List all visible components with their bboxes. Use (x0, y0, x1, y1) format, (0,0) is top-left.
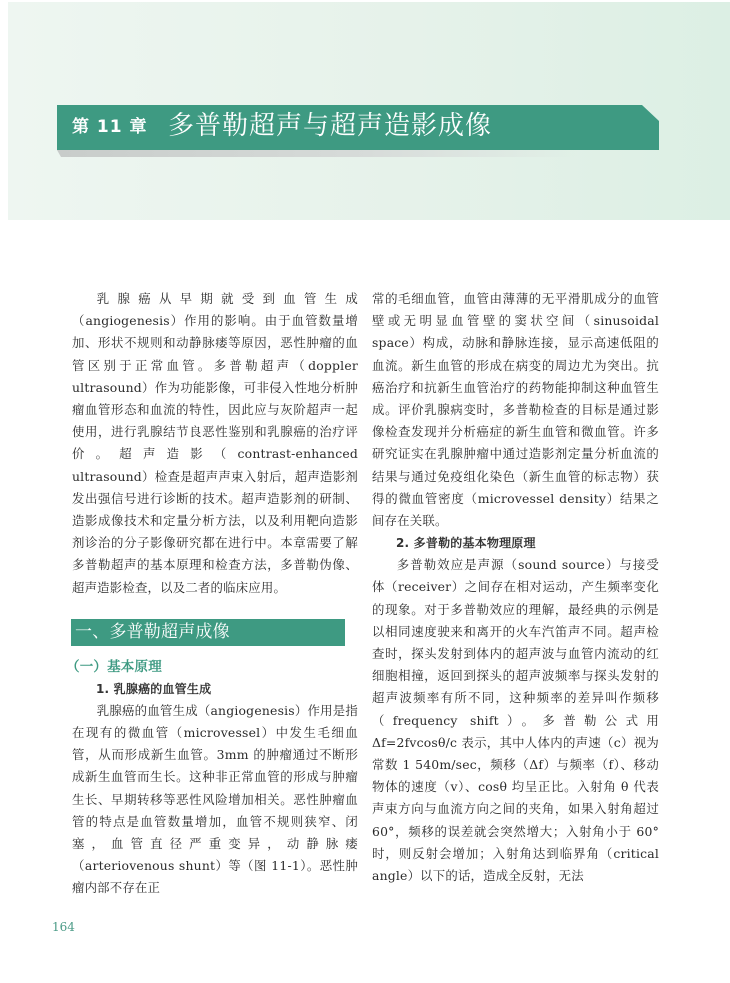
continued-paragraph: 常的毛细血管，血管由薄薄的无平滑肌成分的血管壁或无明显血管壁的窦状空间（sinusoidal space）构成，动脉和静脉连接，显示高速低阻的血流。新生血管的形成在病变的周边尤为突出。抗癌治疗和抗新生血管治疗的药物能抑制这种血管生成。评价乳腺病变时，多普勒检查的目标是通过影像检查发现并分析癌症的新生血管和微血管。许多研究证实在乳腺肿瘤中通过造影剂定量分析血流的结果与通过免疫组化染色（新生血管的标志物）获得的微血管密度（microvessel density）结果之间存在关联。 (372, 291, 659, 529)
intro-paragraph: 乳腺癌从早期就受到血管生成（angiogenesis）作用的影响。由于血管数量增加、形状不规则和动静脉瘘等原因，恶性肿瘤的血管区别于正常血管。多普勒超声（doppler ultrasound）作为功能影像，可非侵入性地分析肿瘤血管形态和血流的特性，因此应与灰阶超声一起使用，进行乳腺结节良恶性鉴别和乳腺癌的治疗评价。超声造影（contrast-enhanced ultrasound）检查是超声声束入射后，超声造影剂发出强信号进行诊断的技术。超声造影剂的研制、造影成像技术和定量分析方法，以及利用靶向造影剂诊治的分子影像研究都在进行中。本章需要了解多普勒超声的基本原理和检查方法，多普勒伪像、超声造影检查，以及二者的临床应用。 (72, 291, 358, 595)
item1-heading: 1. 乳腺癌的血管生成 (96, 681, 212, 696)
item1-paragraph: 乳腺癌的血管生成（angiogenesis）作用是指在现有的微血管（microvessel）中发生毛细血管，从而形成新生血管。3mm 的肿瘤通过不断形成新生血管而生长。这种非正常血管的形成与肿瘤生长、早期转移等恶性风险增加相关。恶性肿瘤血管的特点是血管数量增加，血管不规则狭窄、闭塞，血管直径严重变异，动静脉瘘（arteriovenous shunt）等（图 11-1）。恶性肿瘤内部不存在正 (72, 702, 358, 896)
chapter-number: 第 11 章 (72, 117, 148, 137)
chapter-title: 多普勒超声与超声造影成像 (168, 111, 493, 141)
left-column (66, 288, 358, 900)
item2-heading: 2. 多普勒的基本物理原理 (396, 536, 536, 551)
page-number: 164 (52, 920, 75, 934)
section-heading: 一、多普勒超声成像 (71, 619, 345, 646)
right-column (372, 288, 659, 887)
chapter-banner-shadow (57, 150, 577, 157)
subsection-heading: （一）基本原理 (66, 658, 162, 675)
item2-paragraph: 多普勒效应是声源（sound source）与接受体（receiver）之间存在相对运动，产生频率变化的现象。对于多普勒效应的理解，最经典的示例是以相同速度驶来和离开的火车汽笛声不同。超声检查时，探头发射到体内的超声波与血管内流动的红细胞相撞，返回到探头的超声波频率与探头发射的超声波频率有所不同，这种频率的差异叫作频移（frequency shift）。多普勒公式用 Δf=2fvcosθ/c 表示，其中人体内的声速（c）视为常数 1 540m/sec，频移（Δf）与频率（f）、移动物体的速度（v）、cosθ 均呈正比。入射角 θ 代表声束方向与血流方向之间的夹角，如果入射角超过 60°，频移的误差就会突然增大；入射角小于 60°时，则反射会增加；入射角达到临界角（critical angle）以下的话，造成全反射，无法 (372, 557, 659, 884)
